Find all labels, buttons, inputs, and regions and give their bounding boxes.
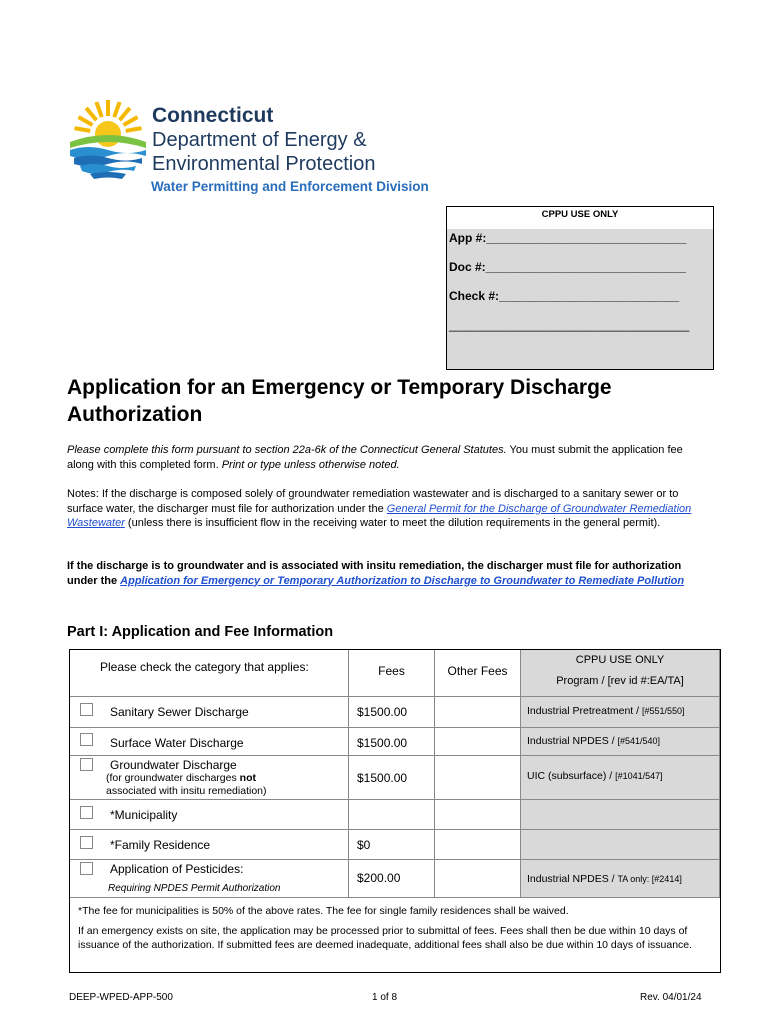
row-program-name: Industrial NPDES /	[527, 735, 618, 747]
row-program-name: Industrial Pretreatment /	[527, 705, 642, 717]
col-other-fees-header: Other Fees	[435, 650, 521, 697]
col-cppu-subtitle: Program / [rev id #:EA/TA]	[556, 675, 684, 687]
row-program-code: [#541/540]	[617, 736, 660, 746]
revision-date: Rev. 04/01/24	[640, 992, 702, 1003]
row-program	[521, 697, 720, 728]
notes-paragraph	[67, 487, 707, 531]
row-fee: $1500.00	[349, 697, 435, 728]
pesticides-checkbox[interactable]	[80, 862, 93, 875]
row-program	[521, 756, 720, 800]
intro-italic-b: Print or type unless otherwise noted.	[218, 458, 400, 471]
row-other-fee	[435, 697, 521, 728]
general-permit-link[interactable]: General Permit for the Discharge of Groundwater Remediation Wastewater	[67, 502, 692, 529]
surface-water-checkbox[interactable]	[80, 733, 93, 746]
table-row	[70, 728, 349, 756]
col-cppu-title: CPPU USE ONLY	[575, 654, 665, 666]
groundwater-note	[67, 559, 707, 588]
row-program-code: [#551/550]	[641, 706, 685, 716]
table-footnotes	[78, 904, 710, 952]
row-other-fee	[435, 860, 521, 898]
row-program	[521, 830, 720, 860]
row-label: Sanitary Sewer Discharge	[110, 705, 249, 719]
org-line1: Connecticut	[152, 104, 274, 127]
row-other-fee	[435, 830, 521, 860]
intro-paragraph	[67, 443, 707, 472]
municipality-checkbox[interactable]	[80, 806, 93, 819]
division-name: Water Permitting and Enforcement Division	[151, 179, 429, 194]
check-number-field: Check #:___________________________	[449, 289, 680, 303]
table-row	[70, 860, 349, 898]
row-program-name: UIC (subsurface) /	[527, 770, 616, 782]
app-number-field: App #:______________________________	[449, 231, 687, 245]
cppu-box-title: CPPU USE ONLY	[447, 207, 713, 229]
footnote-fee-rates: *The fee for municipalities is 50% of the above rates. The fee for single family residences shall be waived.	[78, 905, 569, 917]
row-label: Application of Pesticides:	[110, 862, 244, 876]
doc-number-field: Doc #:______________________________	[449, 260, 686, 274]
row-program-name: Industrial NPDES /	[527, 873, 618, 885]
row-label: Groundwater Discharge	[110, 758, 237, 772]
notes-text-a: Notes: If the discharge is composed solely of groundwater remediation wastewater and is discharged to a sanitary sewer or to surface water, the discharger must file for authorization under the	[67, 488, 679, 515]
footnote-emergency: If an emergency exists on site, the application may be processed prior to submittal of fees. Fees shall then be due within 10 days of issuance of the authorization. If submitted fees are deemed inadequate, additional fees shall also be due within 10 days of issuance.	[78, 925, 693, 951]
row-program-code: TA only: [#2414]	[617, 874, 682, 884]
page-title: Application for an Emergency or Temporary Discharge Authorization	[67, 376, 612, 426]
col-category-header: Please check the category that applies:	[70, 650, 349, 697]
row-label: Surface Water Discharge	[110, 736, 244, 750]
intro-italic-a: Please complete this form pursuant to section 22a-6k of the Connecticut General Statutes.	[67, 444, 507, 456]
page-number: 1 of 8	[372, 992, 398, 1003]
row-sublabel: Requiring NPDES Permit Authorization	[108, 883, 281, 894]
table-row	[70, 830, 349, 860]
row-program	[521, 860, 720, 898]
row-label: *Municipality	[110, 808, 178, 822]
groundwater-note-text: If the discharge is to groundwater and is associated with insitu remediation, the discharger must file for authorization under the	[67, 560, 682, 587]
row-fee: $200.00	[349, 860, 435, 898]
row-other-fee	[435, 728, 521, 756]
cppu-use-box	[446, 206, 714, 370]
part1-title: Part I: Application and Fee Information	[67, 624, 334, 640]
row-sublabel-b: associated with insitu remediation)	[106, 785, 267, 797]
table-row	[70, 756, 349, 800]
org-line2: Department of Energy &	[152, 129, 367, 151]
intro-normal: You must submit the application fee along with this completed form.	[67, 444, 683, 471]
table-row	[70, 800, 349, 830]
row-label: *Family Residence	[110, 838, 211, 852]
org-name	[152, 104, 375, 176]
row-fee: $0	[349, 830, 435, 860]
row-program	[521, 800, 720, 830]
fee-table	[69, 649, 721, 973]
family-residence-checkbox[interactable]	[80, 836, 93, 849]
row-other-fee	[435, 800, 521, 830]
col-cppu-header	[521, 650, 720, 697]
col-fees-header: Fees	[349, 650, 435, 697]
row-fee: $1500.00	[349, 756, 435, 800]
blank-line-field: ____________________________________	[449, 318, 690, 332]
deep-logo-icon	[66, 98, 150, 184]
notes-text-b: (unless there is insufficient flow in the receiving water to meet the dilution requirements in the general permit).	[124, 517, 661, 529]
groundwater-application-link[interactable]: Application for Emergency or Temporary Authorization to Discharge to Groundwater to Remediate Pollution	[120, 574, 685, 587]
row-fee	[349, 800, 435, 830]
row-sublabel	[106, 772, 336, 798]
row-fee: $1500.00	[349, 728, 435, 756]
row-program-code: [#1041/547]	[615, 771, 663, 781]
table-row	[70, 697, 349, 728]
row-sublabel-bold: not	[239, 772, 256, 784]
row-other-fee	[435, 756, 521, 800]
row-sublabel-a: (for groundwater discharges	[106, 772, 240, 784]
form-id: DEEP-WPED-APP-500	[69, 992, 173, 1003]
org-line3: Environmental Protection	[152, 153, 376, 175]
groundwater-checkbox[interactable]	[80, 758, 93, 771]
sanitary-sewer-checkbox[interactable]	[80, 703, 93, 716]
row-program	[521, 728, 720, 756]
